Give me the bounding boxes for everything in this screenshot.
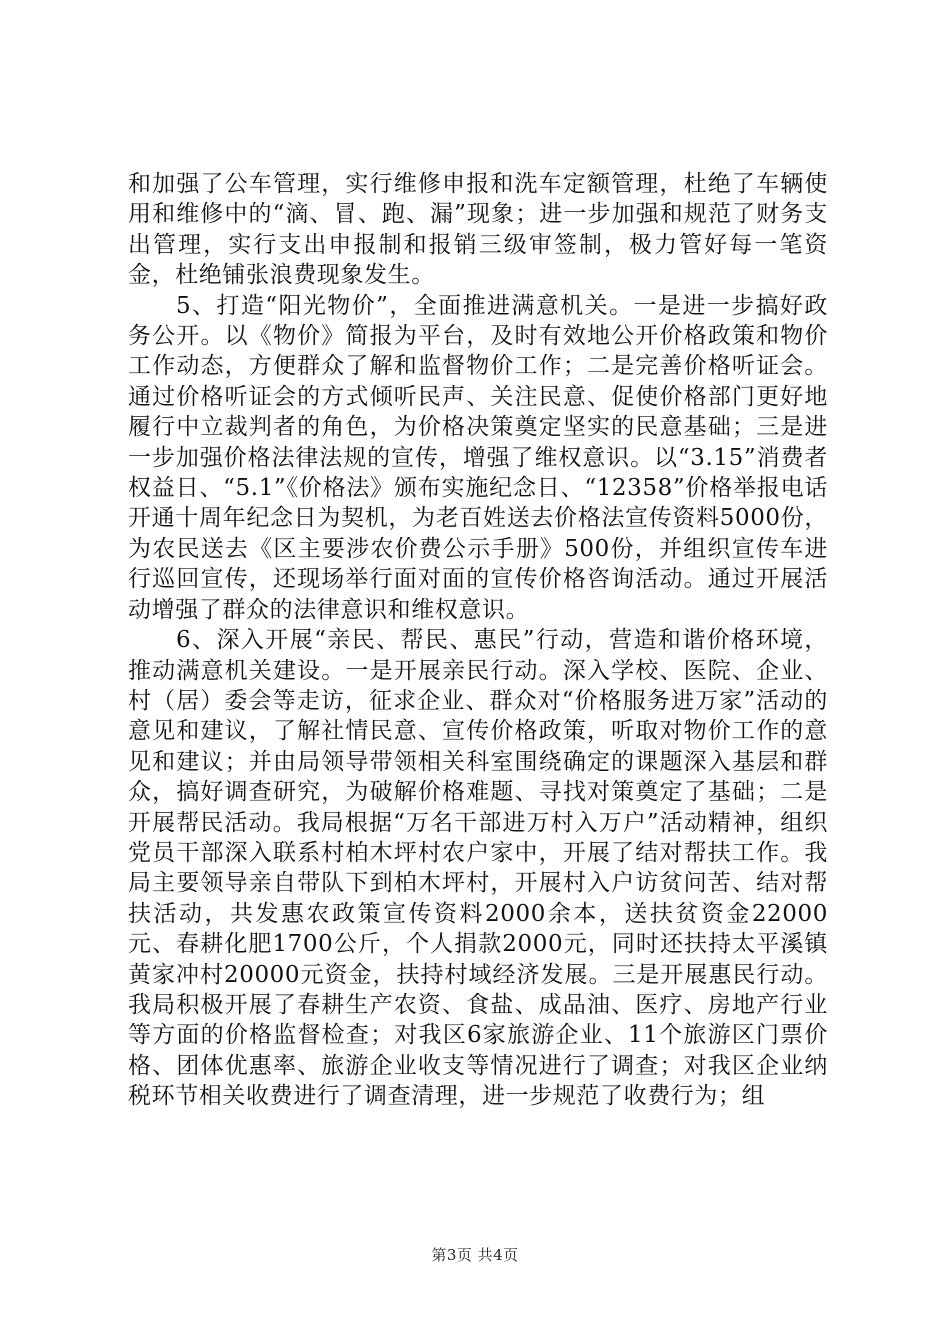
document-body	[128, 169, 828, 1112]
paragraph-item-5: 5、打造“阳光物价”，全面推进满意机关。一是进一步搞好政务公开。以《物价》简报为平台，及时有效地公开价格政策和物价工作动态，方便群众了解和监督物价工作；二是完善价格听证会。通过价格听证会的方式倾听民声、关注民意、促使价格部门更好地履行中立裁判者的角色，为价格决策奠定坚实的民意基础；三是进一步加强价格法律法规的宣传，增强了维权意识。以“3.15”消费者权益日、“5.1”《价格法》颁布实施纪念日、“12358”价格举报电话开通十周年纪念日为契机，为老百姓送去价格法宣传资料5000份，为农民送去《区主要涉农价费公示手册》500份，并组织宣传车进行巡回宣传，还现场举行面对面的宣传价格咨询活动。通过开展活动增强了群众的法律意识和维权意识。	[128, 292, 828, 623]
page-footer: 第3页 共4页	[431, 1246, 519, 1264]
paragraph-item-6: 6、深入开展“亲民、帮民、惠民”行动，营造和谐价格环境，推动满意机关建设。一是开展亲民行动。深入学校、医院、企业、村（居）委会等走访，征求企业、群众对“价格服务进万家”活动的意见和建议，了解社情民意、宣传价格政策，听取对物价工作的意见和建议；并由局领导带领相关科室围绕确定的课题深入基层和群众，搞好调查研究，为破解价格难题、寻找对策奠定了基础；二是开展帮民活动。我局根据“万名干部进万村入万户”活动精神，组织党员干部深入联系村柏木坪村农户家中，开展了结对帮扶工作。我局主要领导亲自带队下到柏木坪村，开展村入户访贫问苦、结对帮扶活动，共发惠农政策宣传资料2000余本，送扶贫资金22000元、春耕化肥1700公斤，个人捐款2000元，同时还扶持太平溪镇黄家冲村20000元资金，扶持村域经济发展。三是开展惠民行动。我局积极开展了春耕生产农资、食盐、成品油、医疗、房地产行业等方面的价格监督检查；对我区6家旅游企业、11个旅游区门票价格、团体优惠率、旅游企业收支等情况进行了调查；对我区企业纳税环节相关收费进行了调查清理，进一步规范了收费行为；组	[128, 627, 828, 1110]
paragraph-continuation: 和加强了公车管理，实行维修申报和洗车定额管理，杜绝了车辆使用和维修中的“滴、冒、跑、漏”现象；进一步加强和规范了财务支出管理，实行支出申报制和报销三级审签制，极力管好每一笔资金，杜绝铺张浪费现象发生。	[128, 171, 828, 289]
